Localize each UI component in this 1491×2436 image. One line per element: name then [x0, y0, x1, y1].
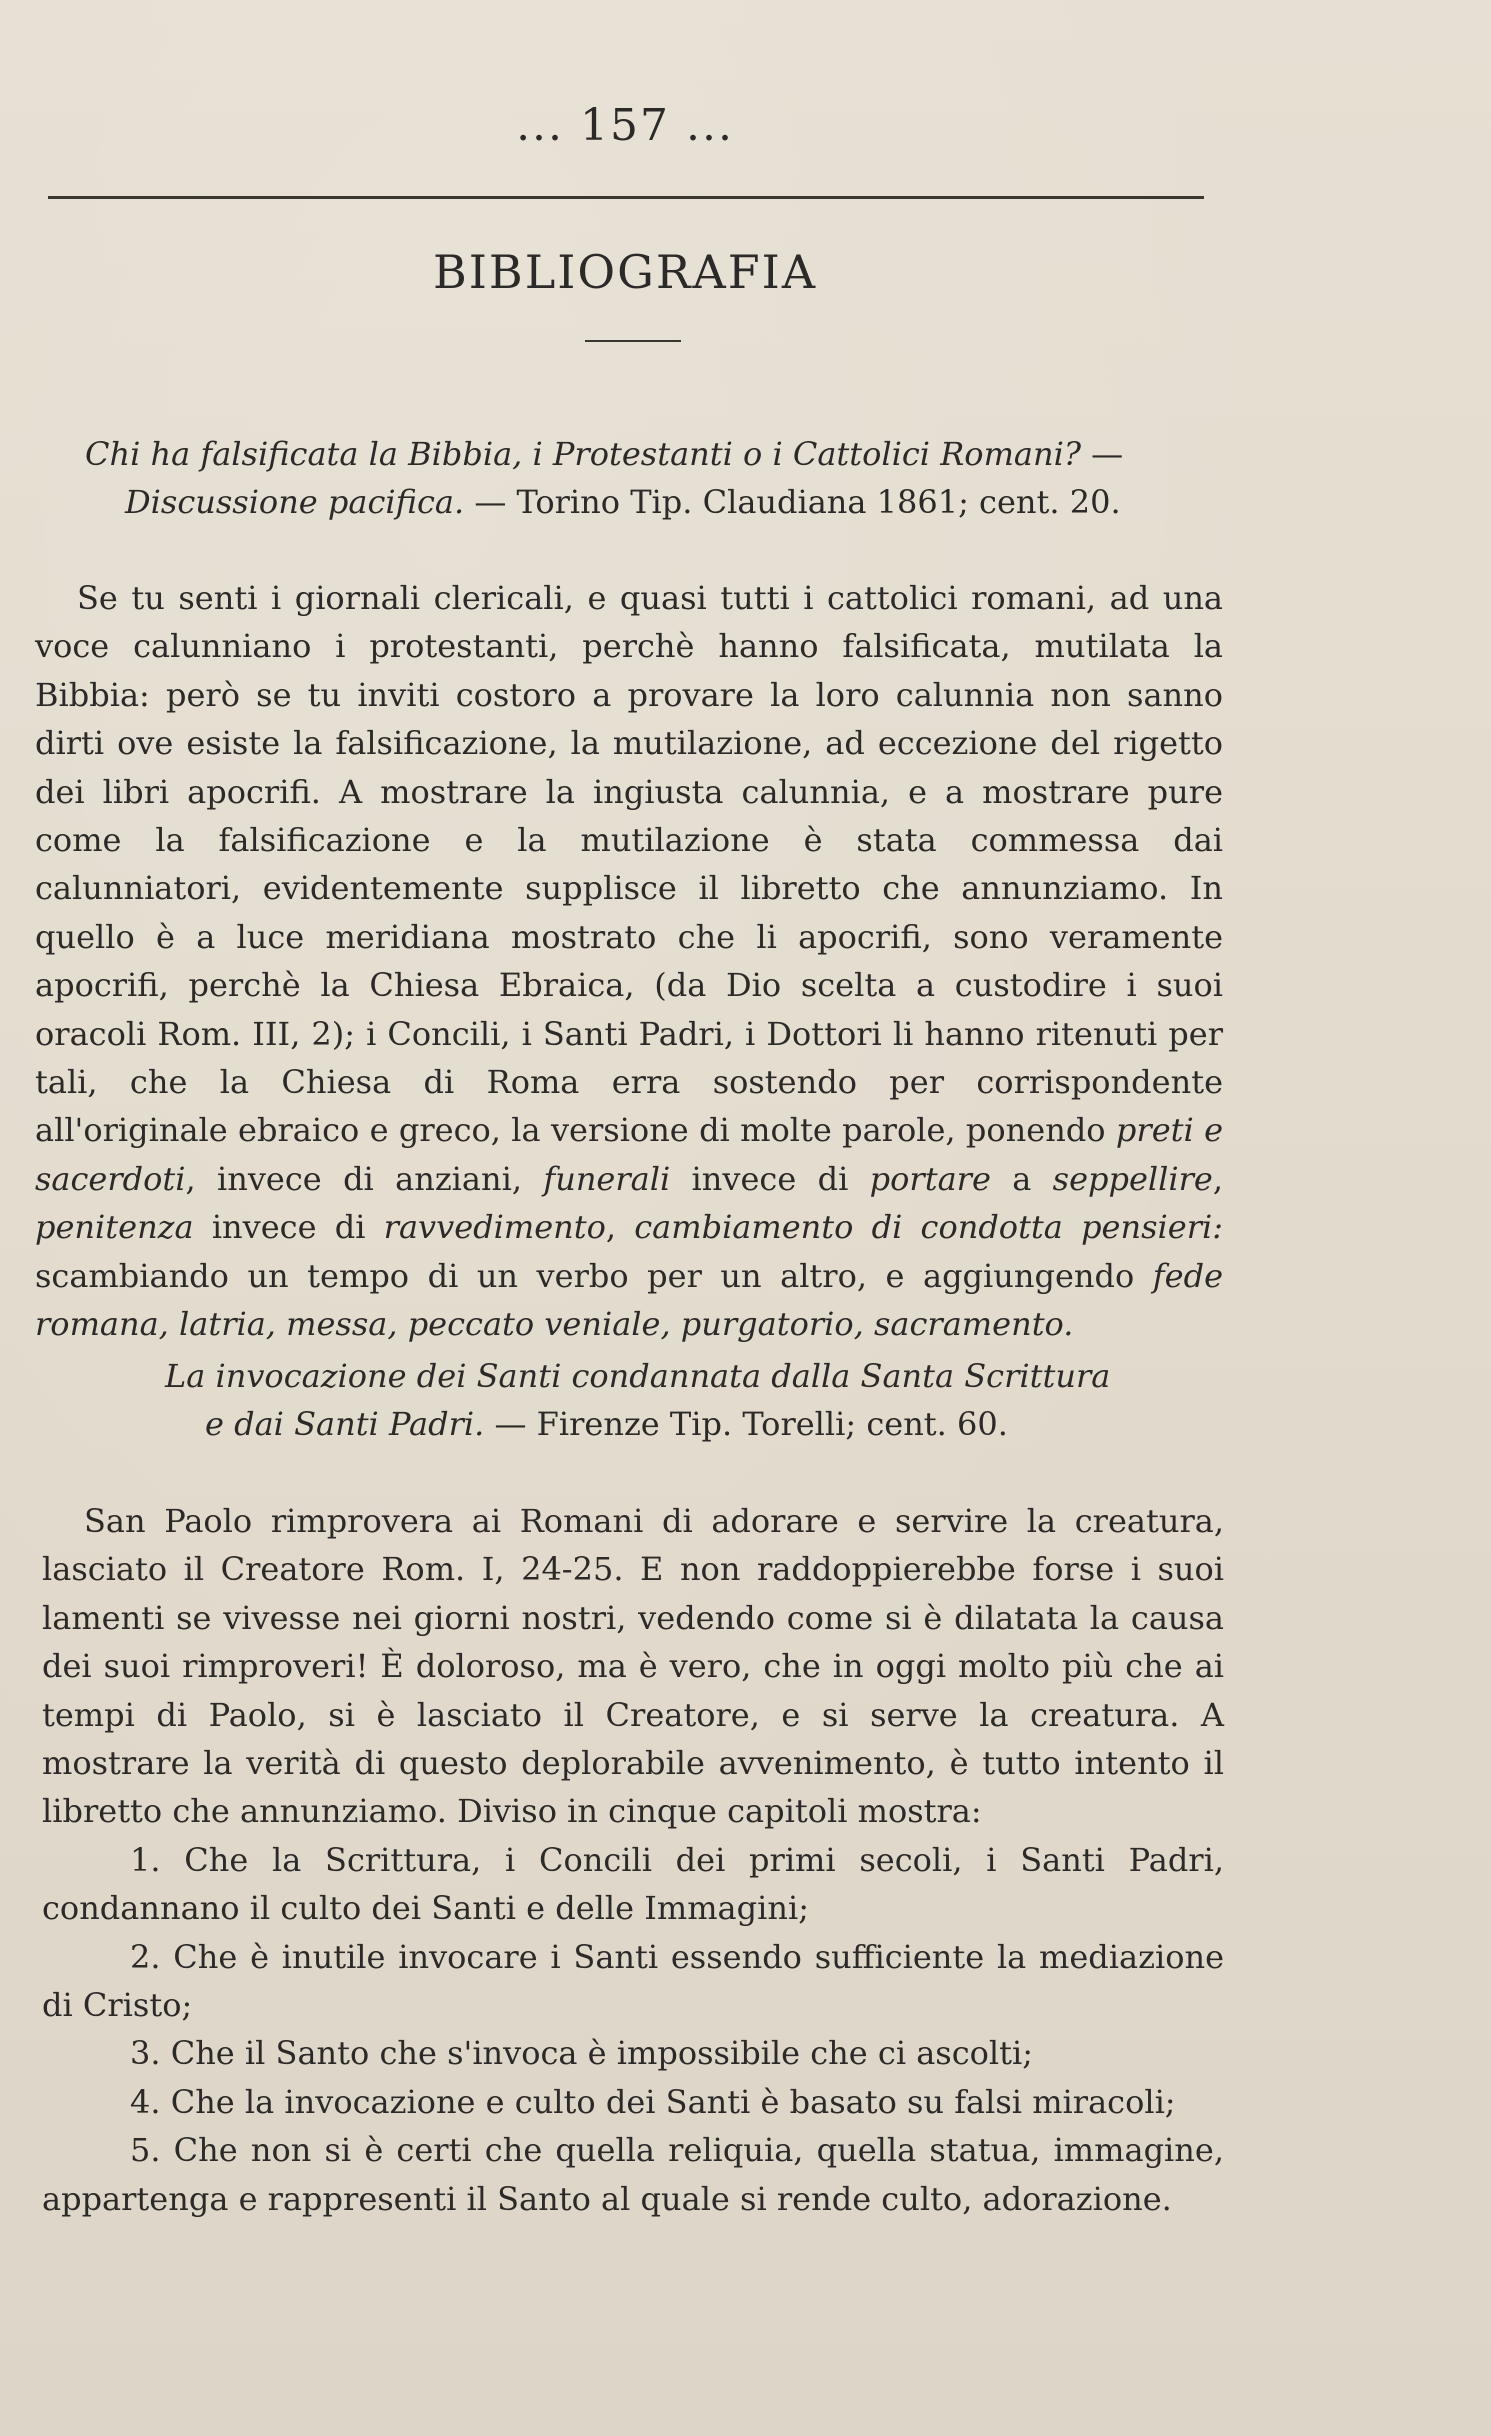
entry-2-imprint: — Firenze Tip. Torelli; cent. 60. [484, 1405, 1008, 1443]
entry-1-subtitle: Discussione pacifica. [125, 483, 465, 521]
list-item: 3. Che il Santo che s'invoca è impossibile che ci ascolti; [130, 2034, 1034, 2073]
entry-2-line-1 [165, 1352, 1165, 1400]
review-1-italic: seppellire [1052, 1159, 1213, 1198]
review-1 [35, 574, 1223, 1349]
header-rule [48, 196, 1204, 199]
review-1-italic: portare [869, 1159, 991, 1198]
review-1-italic: funerali [543, 1159, 671, 1198]
list-item: 1. Che la Scrittura, i Concili dei primi secoli, i Santi Padri, condannano il culto dei Santi e delle Immagini; [42, 1840, 1224, 1928]
entry-1-line-1 [85, 430, 1215, 478]
review-1-text: , [605, 1208, 635, 1247]
entry-1-imprint: — Torino Tip. Claudiana 1861; cent. 20. [464, 483, 1121, 521]
entry-1-title: Chi ha falsificata la Bibbia, i Protestanti o i Cattolici Romani? [85, 435, 1081, 473]
review-1-text: invece di [670, 1159, 870, 1198]
entry-1-dash: — [1080, 435, 1124, 473]
list-item: 2. Che è inutile invocare i Santi essendo sufficiente la mediazione di Cristo; [42, 1937, 1224, 2025]
review-1-text: a [990, 1159, 1053, 1198]
page-number: ... 157 ... [516, 100, 734, 151]
heading-rule [585, 340, 681, 342]
entry-2-title: La invocazione dei Santi condannata dalla Santa Scrittura [165, 1357, 1111, 1395]
review-1-text: scambiando un tempo di un verbo per un altro, e aggiungendo [35, 1256, 1153, 1295]
entry-2-subtitle: e dai Santi Padri. [205, 1405, 485, 1443]
entry-2-line-2 [165, 1400, 1165, 1448]
review-1-paragraph [35, 574, 1223, 1349]
review-2 [42, 1497, 1224, 2223]
entry-1-line-2 [85, 478, 1215, 526]
review-1-text: Se tu senti i giornali clericali, e quasi tutti i cattolici romani, ad una voce calunniano i protestanti, perchè hanno falsificata, mutilata la Bibbia: però se tu inviti costoro a provare la loro calunnia non sanno dirti ove esiste la falsificazione, la mutilazione, ad eccezione del rigetto dei libri apocrifi. A mostrare la ingiusta calunnia, e a mostrare pure come la falsificazione e la mutilazione è stata commessa dai calunniatori, evidentemente supplisce il libretto che annunziamo. In quello è a luce meridiana mostrato che li apocrifi, sono veramente apocrifi, perchè la Chiesa Ebraica, (da Dio scelta a custodire i suoi oracoli Rom. III, 2); i Concili, i Santi Padri, i Dottori li hanno ritenuti per tali, che la Chiesa di Roma erra sostendo per corrispondente all'originale ebraico e greco, la versione di molte parole, ponendo [35, 579, 1223, 1150]
review-1-italic: cambiamento di condotta pensieri: [634, 1208, 1223, 1247]
review-1-italic: fede romana, latria, messa, peccato veniale, purgatorio, sacramento. [35, 1256, 1223, 1344]
review-1-text: , [1212, 1159, 1224, 1198]
list-item: 5. Che non si è certi che quella reliquia, quella statua, immagine, appartenga e rappresenti il Santo al quale si rende culto, adorazione. [42, 2131, 1224, 2218]
review-1-italic: ravvedimento [383, 1208, 606, 1247]
review-1-text: , invece di anziani, [185, 1159, 544, 1198]
review-1-text: invece di [193, 1208, 384, 1247]
bibliography-entry-1 [85, 430, 1215, 526]
list-item: 4. Che la invocazione e culto dei Santi è basato su falsi miracoli; [130, 2082, 1176, 2121]
review-2-paragraph: San Paolo rimprovera ai Romani di adorare e servire la creatura, lasciato il Creatore Rom. I, 24-25. E non raddoppierebbe forse i suoi lamenti se vivesse nei giorni nostri, vedendo come si è dilatata la causa dei suoi rimproveri! È doloroso, ma è vero, che in oggi molto più che ai tempi di Paolo, si è lasciato il Creatore, e si serve la creatura. A mostrare la verità di questo deplorabile avvenimento, è tutto intento il libretto che annunziamo. Diviso in cinque capitoli mostra: [42, 1502, 1224, 1831]
bibliography-entry-2 [165, 1352, 1165, 1448]
section-heading: BIBLIOGRAFIA [432, 245, 818, 299]
review-1-italic: penitenza [35, 1208, 194, 1247]
review-1-italic: preti e sacerdoti [35, 1111, 1224, 1198]
